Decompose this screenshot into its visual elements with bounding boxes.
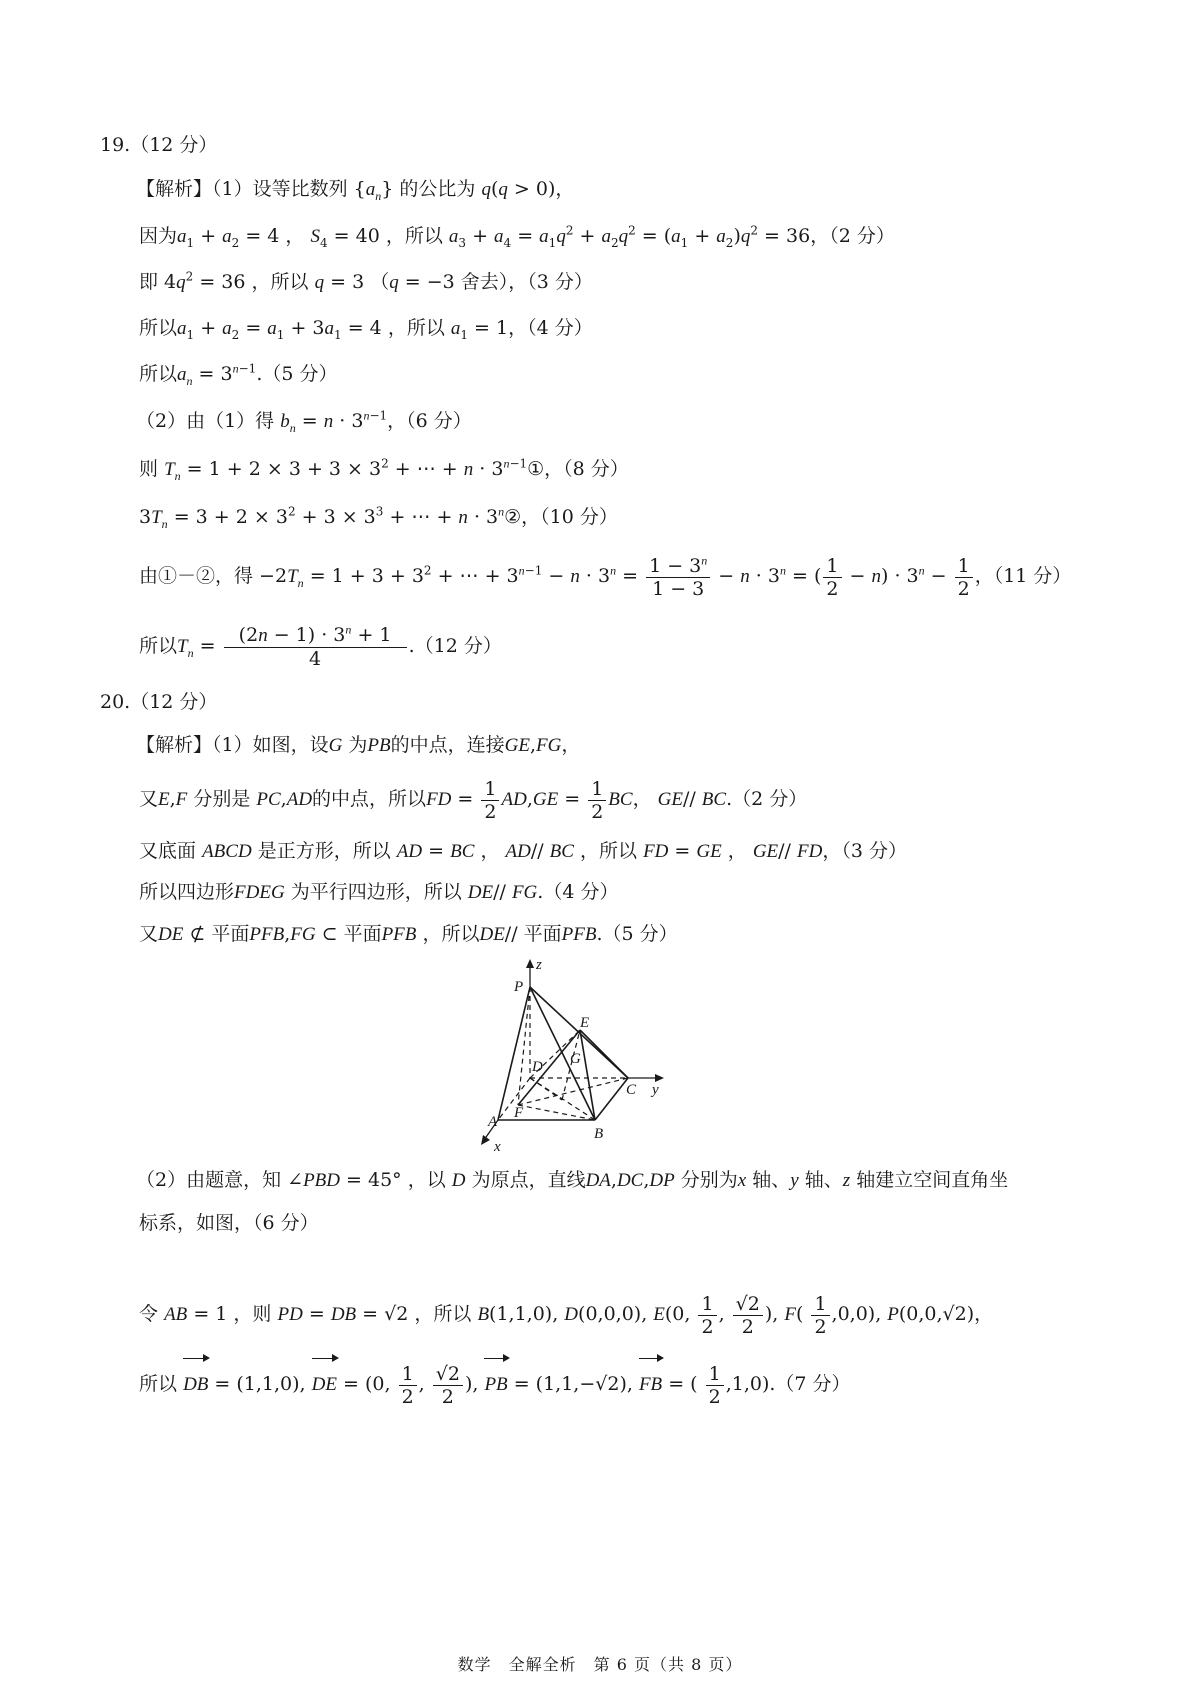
point-label-g: G	[570, 1051, 581, 1067]
q19-line-3: 即 $4q^2 = 36$ ，所以 q = 3 （q = −3 舍去），（3 分）	[139, 269, 593, 293]
q19-line-9: 由①－②，得 $-2T_n = 1 + 3 + 3^2$ + ⋯ + $3^{n-1} - n \cdot 3^n$ = $\frac{1 - 3^n}{1 - 3}$ − $n \cdot 3^n$ = ( $\frac{1}{2}$ − $n) \cdot 3^n$ − $\frac{1}{2}$ ，（11 分）	[139, 553, 1072, 600]
q19-line-4: 所以$a_1 + a_2 = a_1 + 3a_1 = 4$ ，所以 $a_1 = 1$，（4 分）	[139, 317, 593, 342]
q20-line-2: 又E,F 分别是 PC,AD的中点，所以FD = $\frac{1}{2}$ AD,GE = $\frac{1}{2}$ BC， GE// BC.（2 分）	[139, 777, 808, 823]
q19-line-5: 所以$a_n = 3^{n-1}.(5$ 分）	[139, 361, 338, 388]
q20-line-3: 又底面 ABCD 是正方形，所以 AD = BC ， AD// BC ，所以 FD = GE ， GE// FD，（3 分）	[139, 840, 907, 862]
q19-header: 19.（12 分）	[100, 134, 218, 156]
q20-line-1: 【解析】（1）如图，设G 为PB的中点，连接GE,FG，	[136, 734, 581, 756]
q20-line-4: 所以四边形FDEG 为平行四边形，所以 DE// FG.（4 分）	[139, 881, 619, 903]
q19-line-1: 【解析】（1）设等比数列 $\{a_n\}$ 的公比为 q(q > 0)，	[136, 178, 575, 203]
axis-label-x: x	[494, 1139, 501, 1155]
point-label-f: F	[514, 1105, 524, 1121]
q19-line-6: （2）由（1）得 $b_n = n \cdot 3^{n-1}$，（6 分）	[136, 408, 472, 435]
q19-line-2: 因为$a_1 + a_2 = 4$ ， $S_4 = 40$ ，所以 $a_3 + a_4 = a_1q^2 + a_2q^2 = (a_1 + a_2)q^2 = 36$，（2 分）	[139, 223, 895, 250]
q20-line-9: 所以 DB = (1,1,0), DE = (0, $\frac{1}{2}$ , $\frac{√2}{2}$ ), PB = (1,1,−√2), FB = ( $\frac{1}{2}$ ,1,0).（7 分）	[139, 1362, 851, 1408]
q20-header: 20.（12 分）	[100, 691, 218, 713]
q19-line-10: 所以$T_n$ = $\frac{(2n - 1) \cdot 3^n + 1}{4}$ .（12 分）	[139, 622, 502, 670]
vertex-label-p: P	[514, 979, 524, 995]
page-footer: 数学 全解全析 第 6 页（共 8 页）	[457, 1655, 743, 1674]
vertex-label-b: B	[594, 1126, 604, 1142]
axis-label-y: y	[652, 1082, 659, 1098]
q20-line-8: 令 AB = 1 ，则 PD = DB = √2 ，所以 B(1,1,0), D(0,0,0), E(0, $\frac{1}{2}$ , $\frac{√2}{2}$ ), F( $\frac{1}{2}$ ,0,0), P(0,0,√2)，	[139, 1292, 994, 1338]
q19-line-8: $3T_n = 3 + 2 \times 3^2 + 3 \times 3^3$ + ⋯ + $n \cdot 3^n②$，（10 分）	[139, 504, 618, 531]
vertex-label-e: E	[580, 1015, 590, 1031]
analysis-tag: 【解析】	[136, 734, 213, 756]
vertex-label-c: C	[626, 1082, 637, 1098]
vertex-label-a: A	[488, 1114, 498, 1130]
axis-label-z: z	[536, 957, 542, 973]
q19-line-7: 则 $T_n = 1 + 2 \times 3 + 3 \times 3^2$ + ⋯ + $n \cdot 3^{n-1}①$，（8 分）	[139, 456, 629, 483]
q20-line-6: （2）由题意，知 ∠PBD = 45° ，以 D 为原点，直线DA,DC,DP 分别为x 轴、y 轴、z 轴建立空间直角坐	[136, 1169, 1009, 1191]
q20-line-7: 标系，如图，（6 分）	[139, 1212, 319, 1234]
vertex-label-d: D	[532, 1059, 543, 1075]
pyramid-figure	[470, 955, 690, 1155]
q20-line-5: 又DE ⊄ 平面PFB,FG ⊂ 平面PFB ，所以DE// 平面PFB.（5 分）	[139, 923, 678, 945]
analysis-tag: 【解析】	[136, 178, 213, 200]
